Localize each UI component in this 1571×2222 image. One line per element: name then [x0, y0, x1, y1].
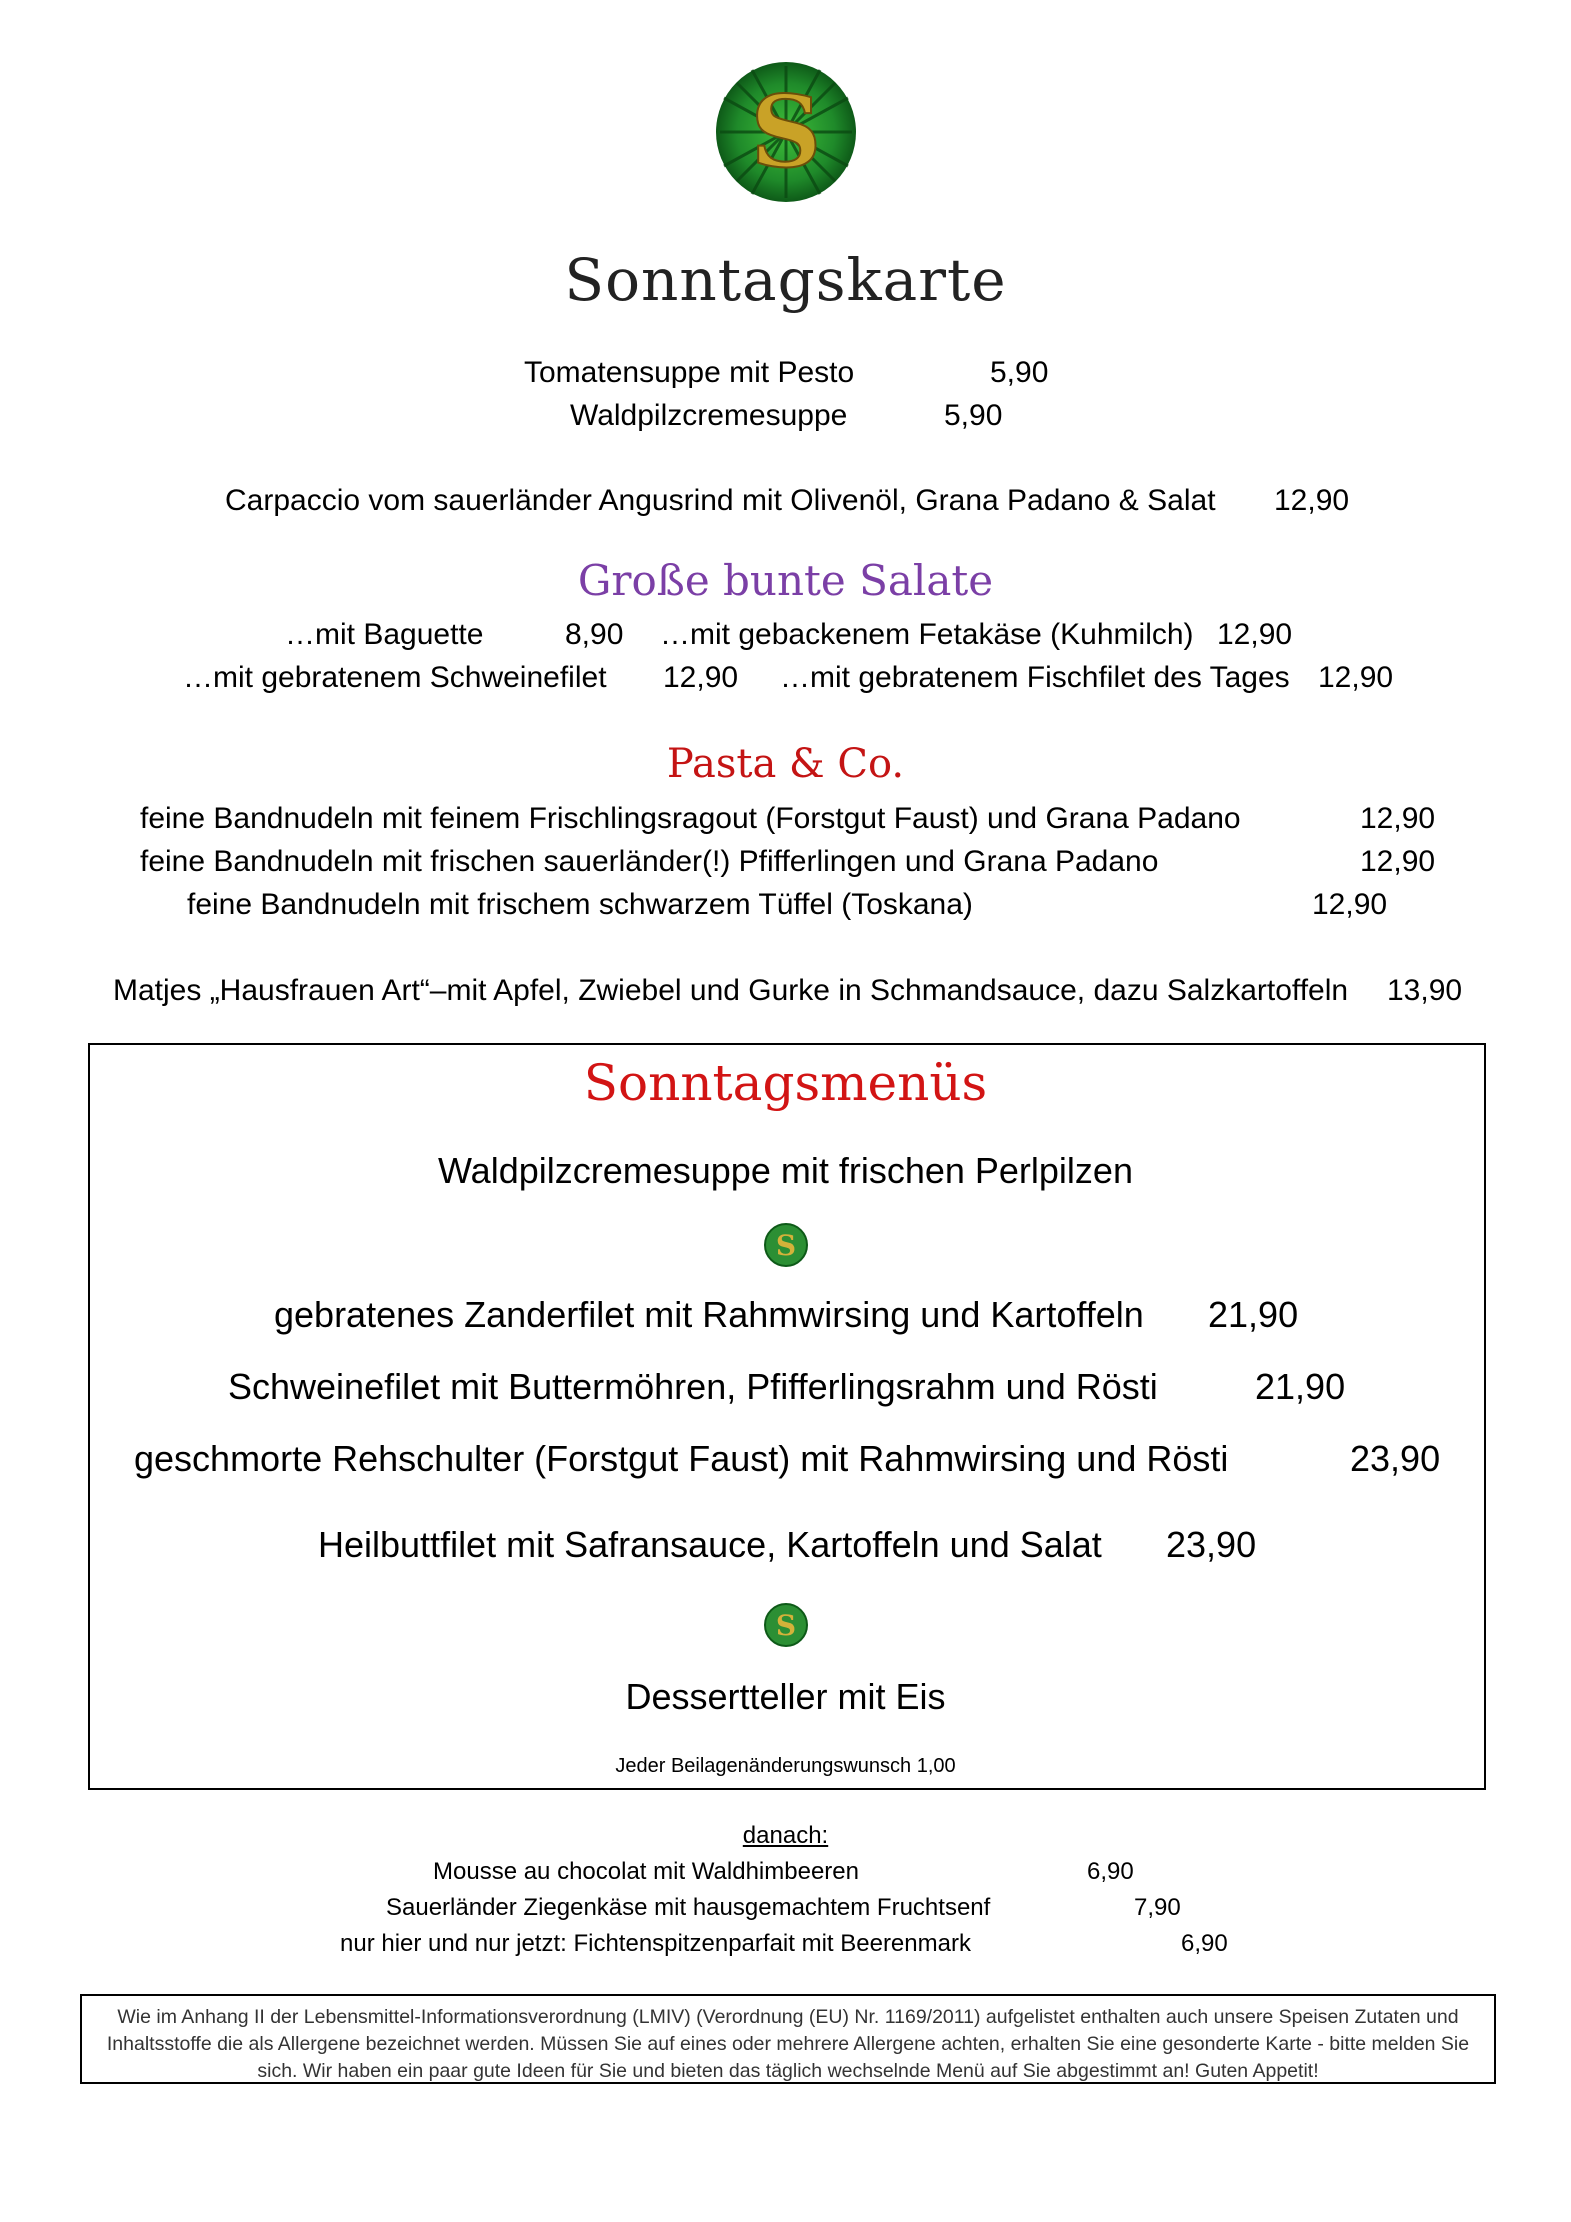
after-1-price: 6,90 [1087, 1858, 1134, 1885]
menu-dessert: Dessertteller mit Eis [625, 1676, 946, 1717]
carpaccio-price: 12,90 [1274, 484, 1350, 517]
soup-2-price: 5,90 [944, 399, 1003, 432]
salad-4-name: …mit gebratenem Fischfilet des Tages [780, 661, 1290, 694]
pasta-1-price: 12,90 [1360, 802, 1436, 835]
divider-logo-icon [763, 1222, 809, 1268]
page-title: Sonntagskarte [564, 246, 1007, 314]
matjes-price: 13,90 [1387, 974, 1463, 1007]
menus-heading: Sonntagsmenüs [583, 1054, 988, 1112]
menu-main-2-name: Schweinefilet mit Buttermöhren, Pfifferlingsrahm und Rösti [228, 1366, 1158, 1407]
after-heading: danach: [742, 1822, 829, 1849]
soup-2-name: Waldpilzcremesuppe [570, 399, 848, 432]
menu-main-4-name: Heilbuttfilet mit Safransauce, Kartoffeln und Salat [318, 1524, 1102, 1565]
after-2-price: 7,90 [1134, 1894, 1181, 1921]
soup-1-price: 5,90 [990, 356, 1049, 389]
menu-main-1-name: gebratenes Zanderfilet mit Rahmwirsing und Kartoffeln [274, 1294, 1144, 1335]
matjes-name: Matjes „Hausfrauen Art“–mit Apfel, Zwiebel und Gurke in Schmandsauce, dazu Salzkartoffeln [113, 974, 1349, 1007]
salad-3-name: …mit gebratenem Schweinefilet [183, 661, 607, 694]
svg-text:S: S [775, 1229, 797, 1262]
after-1-name: Mousse au chocolat mit Waldhimbeeren [433, 1858, 859, 1885]
after-2-name: Sauerländer Ziegenkäse mit hausgemachtem Fruchtsenf [386, 1894, 991, 1921]
menu-main-3-price: 23,90 [1350, 1438, 1441, 1479]
menu-starter: Waldpilzcremesuppe mit frischen Perlpilzen [438, 1150, 1133, 1191]
salad-4-price: 12,90 [1318, 661, 1394, 694]
menu-main-4-price: 23,90 [1166, 1524, 1257, 1565]
salad-2-price: 12,90 [1217, 618, 1293, 651]
soup-1-name: Tomatensuppe mit Pesto [524, 356, 855, 389]
menu-main-2-price: 21,90 [1255, 1366, 1346, 1407]
salad-1-name: …mit Baguette [285, 618, 484, 651]
after-3-name: nur hier und nur jetzt: Fichtenspitzenparfait mit Beerenmark [340, 1930, 971, 1957]
logo-letter: S [750, 75, 822, 190]
pasta-2-price: 12,90 [1360, 845, 1436, 878]
pasta-1-name: feine Bandnudeln mit feinem Frischlingsragout (Forstgut Faust) und Grana Padano [140, 802, 1241, 835]
after-3-price: 6,90 [1181, 1930, 1228, 1957]
allergen-notice: Wie im Anhang II der Lebensmittel-Informationsverordnung (LMIV) (Verordnung (EU) Nr. 1169/2011) aufgelistet enthalten auch unsere Speisen Zutaten und Inhaltsstoffe die als Allergene bezeichnet werden. Müssen Sie auf eines oder mehrere Allergene achten, erhalten Sie eine gesonderte Karte - bitte melden Sie sich. Wir haben ein paar gute Ideen für Sie und bieten das täglich wechselnde Menü auf Sie abgestimmt an! Guten Appetit! [106, 2006, 1470, 2082]
menu-note: Jeder Beilagenänderungswunsch 1,00 [615, 1755, 956, 1777]
salad-3-price: 12,90 [663, 661, 739, 694]
salad-2-name: …mit gebackenem Fetakäse (Kuhmilch) [660, 618, 1194, 651]
carpaccio-name: Carpaccio vom sauerländer Angusrind mit Olivenöl, Grana Padano & Salat [225, 484, 1216, 517]
restaurant-logo [712, 58, 860, 206]
menu-main-3-name: geschmorte Rehschulter (Forstgut Faust) mit Rahmwirsing und Rösti [134, 1438, 1229, 1479]
pasta-2-name: feine Bandnudeln mit frischen sauerländer(!) Pfifferlingen und Grana Padano [140, 845, 1159, 878]
menu-main-1-price: 21,90 [1208, 1294, 1299, 1335]
salad-1-price: 8,90 [565, 618, 624, 651]
svg-text:S: S [775, 1609, 797, 1642]
pasta-3-name: feine Bandnudeln mit frischem schwarzem Tüffel (Toskana) [187, 888, 973, 921]
pasta-3-price: 12,90 [1312, 888, 1388, 921]
salads-heading: Große bunte Salate [577, 556, 994, 605]
divider-logo-icon [763, 1602, 809, 1648]
pasta-heading: Pasta & Co. [666, 741, 905, 787]
